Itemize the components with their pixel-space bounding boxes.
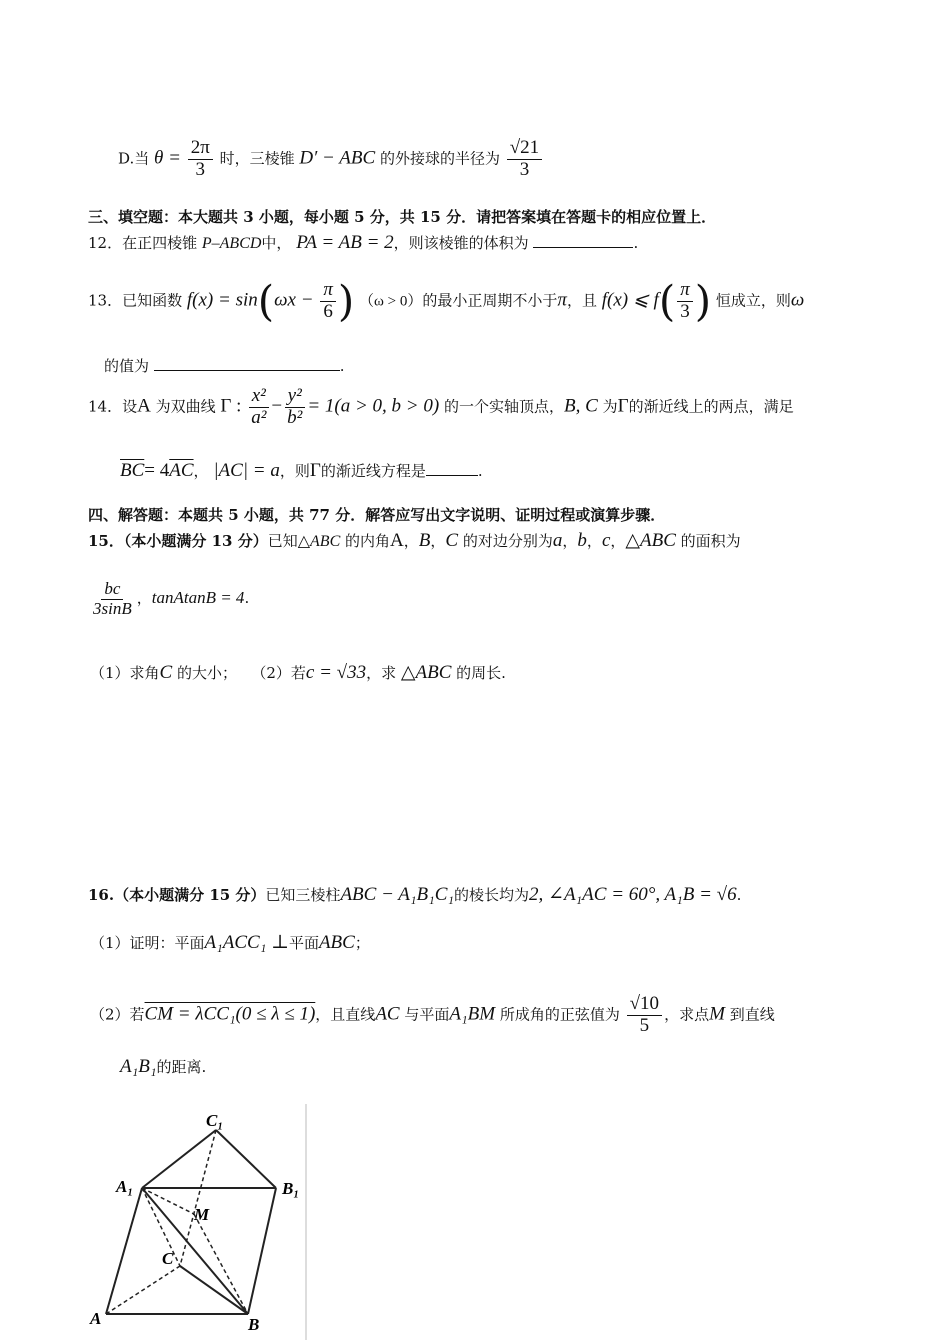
label-M: M: [194, 1205, 210, 1224]
q14-BC: B, C: [564, 395, 598, 417]
q14-x-fraction: [248, 386, 269, 429]
q14-prefix: 14．设: [88, 397, 138, 416]
q13-condition: （ω > 0）: [359, 293, 423, 310]
question-16-part2: [90, 994, 775, 1037]
q16-part1-plane1: A₁ACC₁ ⊥: [204, 932, 289, 953]
question-16-part1: [90, 932, 370, 955]
q14-mid1: 为双曲线: [155, 397, 216, 416]
q16-part2-suffix: 到直线: [729, 1005, 775, 1024]
q15-part1-prefix: （1）求角: [90, 664, 160, 682]
q13-line2: 的值为: [104, 357, 150, 375]
q15-part2-suffix: 的周长.: [456, 664, 506, 682]
q14-y-fraction: [284, 386, 305, 429]
q16-sine-fraction: [627, 994, 662, 1037]
q13-ineq-num: π: [677, 280, 693, 302]
q14-answer-blank[interactable]: [426, 461, 478, 476]
q14-comma: ，: [193, 462, 209, 480]
q16-part2-line: A₁B₁: [120, 1056, 157, 1077]
radius-num: √21: [507, 138, 542, 160]
q12-condition: PA = AB = 2: [296, 232, 394, 253]
q14-A: A: [137, 395, 151, 417]
section-3-heading: 三、填空题：本大题共 3 小题，每小题 5 分，共 15 分．请把答案填在答题卡的相应位置上．: [88, 208, 717, 226]
q15-triangle: △ABC: [297, 533, 341, 550]
q15-triangle2: △ABC: [625, 530, 676, 551]
q13-ineq-den: 3: [680, 300, 690, 322]
q15-part2-triangle: △ABC: [400, 662, 452, 683]
theta-den: 3: [195, 158, 206, 180]
q15-part2-mid: ，求: [366, 664, 397, 682]
q14-y2: y²: [285, 386, 305, 408]
label-A: A: [90, 1309, 102, 1328]
q14-vector-AC: $\overline{AC}$: [169, 460, 194, 481]
q14-a2: a²: [251, 406, 267, 428]
q15-c: c: [601, 530, 611, 551]
q14-x2: x²: [249, 386, 269, 408]
question-15: 15．（本小题满分 13 分）已知△ABC 的内角A，B，C 的对边分别为a，b，c，△ABC 的面积为: [88, 530, 741, 551]
question-15-line2: [88, 580, 249, 618]
q16-part2-M: M: [709, 1003, 725, 1025]
q16-end: .: [736, 886, 742, 904]
q15-area-num: bc: [101, 580, 123, 600]
q15-C: C: [445, 530, 459, 551]
q16-condition: 2, ∠A₁AC = 60°, A₁B = √6: [529, 884, 737, 905]
q13-mid2: ，且: [566, 291, 597, 310]
q15-b: b: [577, 530, 587, 551]
prism-figure: [84, 1104, 308, 1340]
question-13: [88, 276, 805, 326]
q12-answer-blank[interactable]: [533, 233, 633, 248]
question-16: [88, 884, 741, 907]
section-4-heading: 四、解答题：本题共 5 小题，共 77 分．解答应写出文字说明、证明过程或演算步骤．: [88, 506, 666, 524]
q15-B: B: [418, 530, 431, 551]
q16-part2-end: 的距离.: [156, 1058, 207, 1076]
question-12: [88, 232, 638, 255]
q15-mid1: 的内角: [345, 532, 391, 550]
left-paren: (: [257, 276, 275, 326]
q14-end: .: [477, 462, 483, 480]
q16-part2-vector: CM = λCC₁(0 ≤ λ ≤ 1): [144, 1003, 316, 1025]
q15-end: .: [244, 589, 250, 608]
q16-part2-AC: AC: [375, 1003, 400, 1025]
q14-mid4: 的渐近线上的两点，满足: [628, 397, 794, 416]
label-A1: A₁: [116, 1177, 134, 1196]
q15-area-den: 3sinB: [93, 598, 132, 618]
pyramid-expr: D′ − ABC: [299, 147, 376, 169]
q14-abs-AC: |AC| = a: [213, 460, 280, 481]
edge-A1C1: [142, 1130, 216, 1188]
theta-num: 2π: [188, 138, 213, 160]
option-d-prefix: D.当: [118, 149, 150, 168]
edge-A1A: [106, 1188, 142, 1314]
edge-C1B1: [216, 1130, 276, 1188]
q14-vector-eq: = 4: [144, 460, 170, 481]
right-paren: ): [337, 276, 355, 326]
q13-prefix: 13．已知函数: [88, 291, 183, 310]
q12-name: P–ABCD: [201, 235, 262, 252]
q16-mid: 的棱长均为: [454, 886, 530, 904]
option-d: [118, 138, 544, 181]
q16-prism: ABC − A₁B₁C₁: [340, 884, 455, 905]
edge-A1M: [142, 1188, 194, 1214]
label-B: B: [248, 1315, 260, 1334]
q13-pi6-fraction: [320, 280, 336, 323]
option-d-mid: 时，三棱锥: [219, 149, 295, 168]
q14-b2: b²: [287, 406, 303, 428]
theta-fraction: [188, 138, 213, 181]
q15-prefix: 已知: [267, 532, 298, 550]
q16-part1-end: ；: [354, 934, 370, 952]
q14-gamma3: Γ: [309, 460, 321, 481]
q15-suffix: 的面积为: [680, 532, 741, 550]
q13-inequality: f(x) ⩽ f: [601, 289, 659, 311]
q16-prefix: 已知三棱柱: [265, 886, 341, 904]
q16-part2-mid2: 与平面: [404, 1005, 450, 1024]
question-14: 14．设A 为双曲线 Γ : $\frac{\text{x²}}{\text{a²}}$ − $\frac{\text{y²}}{\text{b²}}$ = 1(a > 0, b > 0) 的一个实轴顶点，B, C 为Γ的渐近线上的两点，满足: [88, 385, 794, 428]
q13-suffix: 恒成立，则: [715, 291, 791, 310]
q14-suffix: 的渐近线方程是: [320, 462, 426, 480]
label-C: C: [162, 1249, 174, 1268]
q14-mid3: 为: [602, 397, 618, 416]
q14-equation: = 1(a > 0, b > 0): [307, 395, 440, 417]
q15-comma: ，: [136, 589, 152, 608]
q14-gamma: Γ :: [220, 395, 242, 417]
q15-area-fraction: [90, 580, 135, 618]
q13-pi-num: π: [320, 280, 336, 302]
right-paren-2: ): [694, 276, 712, 326]
q15-tan: tanAtanB = 4: [151, 588, 245, 608]
q15-part2-condition: c = √33: [305, 662, 367, 683]
radius-fraction: [507, 138, 542, 181]
q13-pi3-fraction: [677, 280, 693, 323]
q13-arg: ωx −: [274, 289, 314, 311]
label-C1: C₁: [206, 1111, 224, 1130]
q13-mid: 的最小正周期不小于: [422, 291, 558, 310]
edge-B1B: [248, 1188, 276, 1314]
edge-MB: [194, 1214, 248, 1314]
q15-mid2: 的对边分别为: [462, 532, 553, 550]
label-B1: B₁: [282, 1179, 300, 1198]
q12-mid: 中，: [261, 234, 292, 252]
q16-part1-prefix: （1）证明：平面: [90, 934, 205, 952]
q13-answer-blank[interactable]: [154, 356, 340, 371]
question-13-line2: [104, 356, 345, 375]
q13-omega: ω: [790, 289, 805, 311]
left-paren-2: (: [658, 276, 676, 326]
q16-part1-plane2: ABC: [318, 932, 355, 953]
q12-prefix: 12．在正四棱锥: [88, 234, 198, 252]
q15-label: 15．（本小题满分 13 分）: [88, 532, 268, 550]
q15-a: a: [552, 530, 563, 551]
q13-pi: π: [557, 289, 567, 311]
q15-part1-C: C: [159, 662, 173, 683]
q13-function: f(x) = sin: [186, 289, 258, 311]
q16-label: 16.（本小题满分 15 分）: [88, 886, 266, 904]
question-14-line2: [120, 460, 483, 483]
q16-sine-den: 5: [639, 1014, 650, 1036]
q16-part2-mid4: ，求点: [664, 1005, 710, 1024]
q16-part2-prefix: （2）若: [90, 1005, 145, 1024]
q14-then: ，则: [279, 462, 310, 480]
q12-suffix: ，则该棱锥的体积为: [393, 234, 529, 252]
q16-part2-plane: A₁BM: [449, 1003, 496, 1025]
q13-pi-den: 6: [323, 300, 333, 322]
question-16-part2-line2: [120, 1056, 206, 1079]
q16-sine-num: √10: [627, 994, 662, 1016]
radius-den: 3: [519, 158, 530, 180]
q13-end: .: [339, 357, 345, 375]
q12-end: .: [633, 234, 639, 252]
question-15-parts: [90, 662, 506, 685]
theta-symbol: θ =: [154, 147, 181, 169]
q15-part1-suffix: 的大小；: [177, 664, 238, 682]
q16-part1-mid: 平面: [288, 934, 319, 952]
q14-vector-BC: $\overline{BC}$: [120, 460, 145, 481]
q15-A: A: [390, 530, 404, 551]
q16-part2-mid1: ，且直线: [315, 1005, 376, 1024]
q14-mid2: 的一个实轴顶点，: [443, 397, 564, 416]
q16-part2-mid3: 所成角的正弦值为: [499, 1005, 620, 1024]
option-d-suffix: 的外接球的半径为: [379, 149, 500, 168]
q15-part2-prefix: （2）若: [251, 664, 306, 682]
q14-gamma2: Γ: [617, 395, 629, 417]
